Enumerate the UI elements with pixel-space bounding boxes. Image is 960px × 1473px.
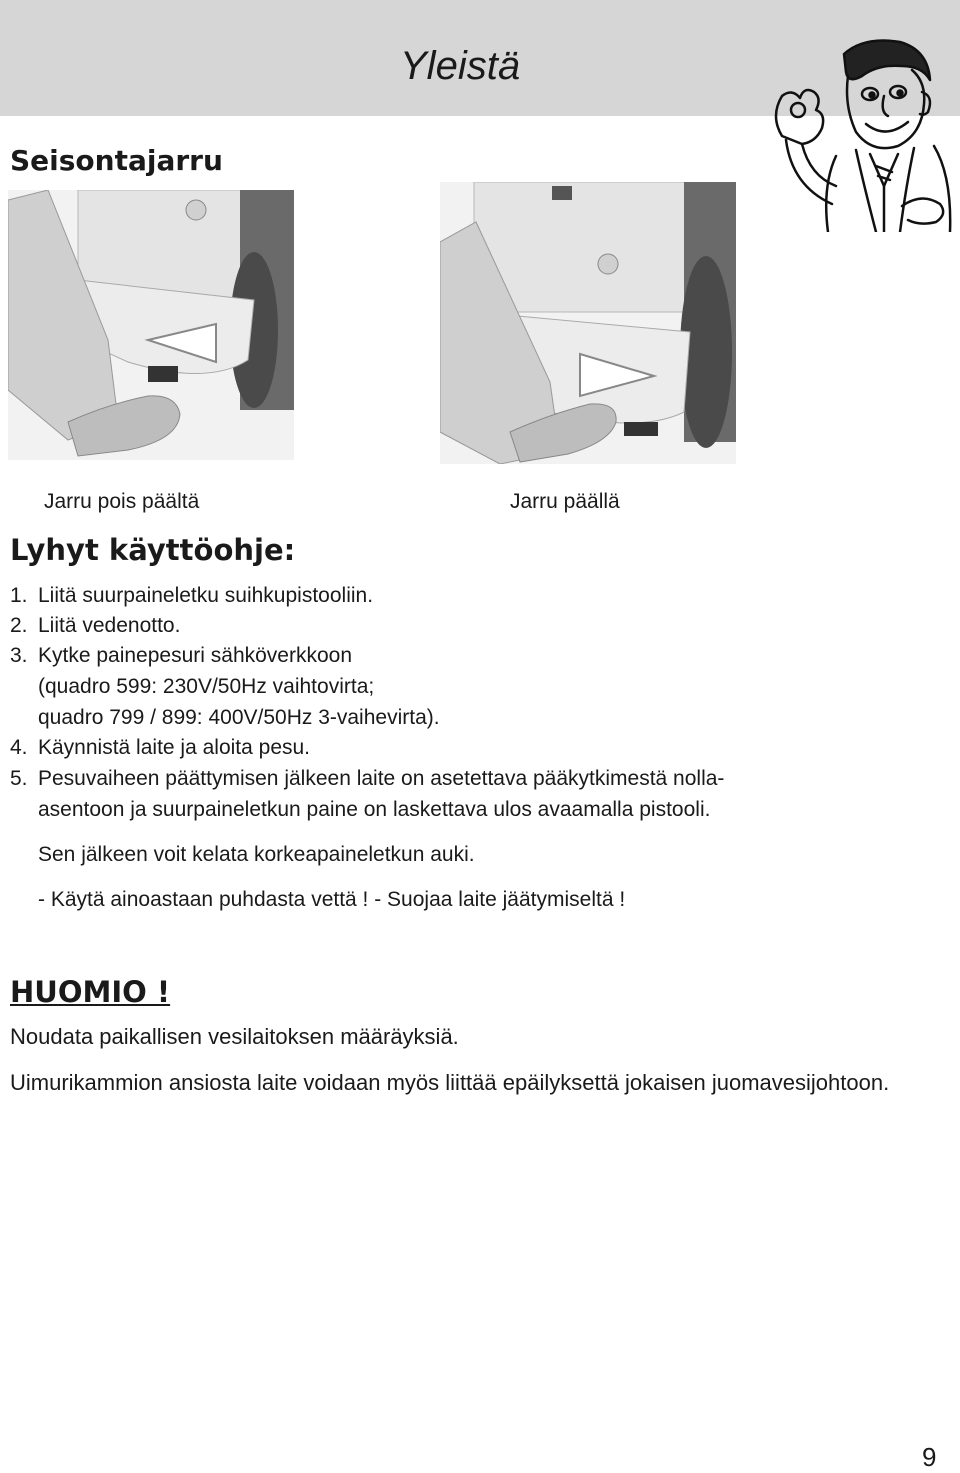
brake-off-illustration [8,190,294,460]
list-item [10,581,373,611]
section-title-quick-guide: Lyhyt käyttöohje: [10,533,296,567]
step-text: Käynnistä laite ja aloita pesu. [38,736,311,759]
step-text: - Käytä ainoastaan puhdasta vettä ! - Suojaa laite jäätymiseltä ! [38,888,626,911]
page-title: Yleistä [400,44,521,88]
page-number: 9 [922,1442,937,1472]
list-item [10,733,310,763]
notice-title: HUOMIO ! [10,975,171,1009]
section-title-parking-brake: Seisontajarru [10,144,223,177]
list-item [10,641,352,671]
step-text: asentoon ja suurpaineletkun paine on laskettava ulos avaamalla pistooli. [38,798,711,821]
step-number: 4. [10,736,28,759]
notice-text: Noudata paikallisen vesilaitoksen määräyksiä. [10,1024,459,1049]
caption-brake-on: Jarru päällä [510,490,620,513]
step-number: 1. [10,584,28,607]
step-text: Pesuvaiheen päättymisen jälkeen laite on asetettava pääkytkimestä nolla- [38,767,725,790]
step-text: Kytke painepesuri sähköverkkoon [38,644,353,667]
step-number: 3. [10,644,28,667]
brake-on-illustration [440,182,736,464]
step-number: 2. [10,614,28,637]
step-text: Liitä vedenotto. [38,614,181,637]
step-text: Sen jälkeen voit kelata korkeapaineletkun auki. [38,843,475,866]
caption-brake-off: Jarru pois päältä [44,490,200,513]
step-number: 5. [10,767,28,790]
step-text: (quadro 599: 230V/50Hz vaihtovirta; [38,675,375,698]
step-text: quadro 799 / 899: 400V/50Hz 3-vaihevirta). [38,706,440,729]
list-item [10,611,180,641]
cartoon-man-illustration [752,36,960,232]
list-item [10,764,950,794]
notice-text: Uimurikammion ansiosta laite voidaan myös liittää epäilyksettä jokaisen juomavesijohtoon. [10,1070,890,1095]
step-text: Liitä suurpaineletku suihkupistooliin. [38,584,374,607]
